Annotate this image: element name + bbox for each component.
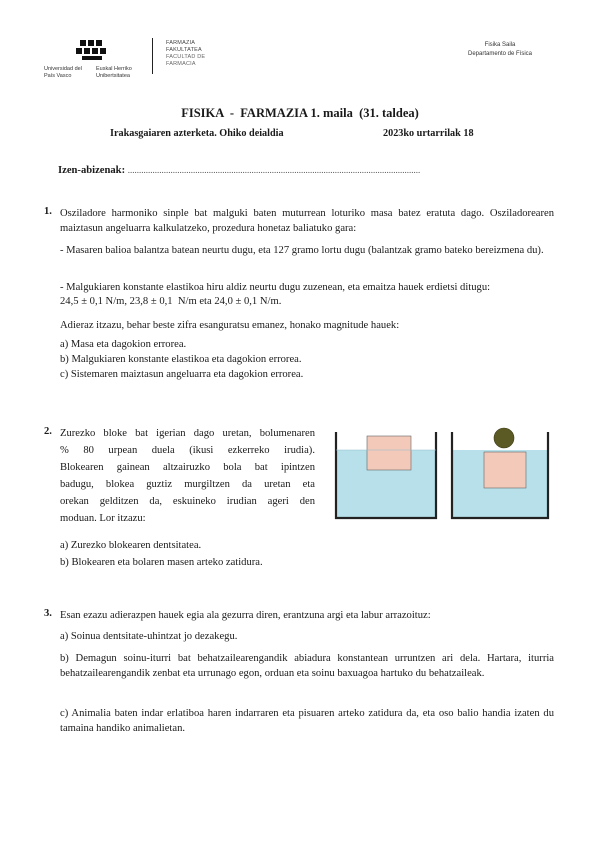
q1-num-text: 1 [44, 206, 50, 217]
question-2-b: b) Blokearen eta bolaren masen arteko zatidura. [60, 557, 263, 568]
question-3-a: a) Soinua dentsitate-uhintzat jo dezakegu. [60, 631, 238, 642]
question-3-b: b) Demagun soinu-iturri bat behatzailearengandik abiadura konstantean urruntzen ari dela. Hartara, iturria behatzailearengandik zenbat eta urrunago egon, orduan eta soinu baxuagoa hartuko du behatzaileak. [60, 653, 554, 679]
q2-line: badugu, blokea guztiz murgiltzen da uretan eta [60, 479, 315, 490]
container-right [452, 428, 548, 518]
ehu-logo [72, 38, 112, 62]
steel-ball [494, 428, 514, 448]
q3-num-text: 3 [44, 608, 50, 619]
question-1-b: b) Malgukiaren konstante elastikoa eta dagokion errorea. [60, 354, 302, 365]
question-1-spring-measure: - Malgukiaren konstante elastikoa hiru aldiz neurtu dugu zuzenean, eta emaitza hauek erdietsi ditugu: [60, 282, 491, 293]
faculty-name-es: FACULTAD DE FARMACIA [166, 54, 206, 67]
department-name-es: Departamento de Física [467, 51, 533, 57]
q2-line: orekan gelditzen da, eskuineko irudian ageri den [60, 496, 315, 507]
exam-subtitle: Irakasgaiaren azterketa. Ohiko deialdia [110, 128, 284, 139]
name-field[interactable] [58, 165, 538, 179]
question-1-mass: - Masaren balioa balantza batean neurtu dugu, eta 127 gramo lortu dugu (balantzak gramo bateko bereizmena du). [60, 245, 544, 256]
question-1-a: a) Masa eta dagokion errorea. [60, 339, 187, 350]
q2-line: Blokearen gainean altzairuzko bola bat ipintzen [60, 462, 315, 473]
q2-line: moduan. Lor itzazu: [60, 513, 146, 524]
q2-num-text: 2 [44, 426, 50, 437]
question-2-text [60, 426, 315, 526]
ehu-logo-text-eu: Euskal Herriko Unibertsitatea [96, 66, 132, 79]
ehu-logo-icon [72, 38, 112, 62]
question-1-ask: Adieraz itzazu, behar beste zifra esanguratsu emanez, honako magnitude hauek: [60, 320, 400, 331]
ehu-logo-text-es: Universidad del País Vasco [44, 66, 82, 79]
name-label: Izen-abizenak: [58, 165, 126, 176]
question-1-intro: Osziladore harmoniko sinple bat malguki baten muturrean loturiko masa batez eratuta dago. Osziladorearen maiztasun angeluarra kalkulatzeko, prozedura honetaz baliatuko gara: [60, 208, 554, 234]
question-3-c: c) Animalia baten indar erlatiboa haren indarraren eta pisuaren arteko zatidura da, eta oso balio handia izaten du tamaina handiko animalietan. [60, 708, 554, 734]
faculty-name-eu: FARMAZIA FAKULTATEA [166, 40, 202, 53]
exam-title: FISIKA - FARMAZIA 1. maila (31. taldea) [181, 106, 419, 120]
exam-date: 2023ko urtarrilak 18 [383, 128, 474, 139]
wood-block-left [367, 436, 411, 470]
question-3-intro: Esan ezazu adierazpen hauek egia ala gezurra diren, erantzuna argi eta labur arrazoituz: [60, 610, 431, 621]
question-2-number: 2. [44, 426, 52, 437]
q2-line: Zurezko bloke bat igerian dago uretan, bolumenaren [60, 428, 315, 439]
header-divider [152, 38, 153, 74]
question-3-number: 3. [44, 608, 52, 619]
float-figure [330, 418, 560, 528]
q2-line: % 80 urpean duela (ikusi ezkerreko irudia). [60, 445, 315, 456]
question-1-spring-values: 24,5 ± 0,1 N/m, 23,8 ± 0,1 N/m eta 24,0 ± 0,1 N/m. [60, 296, 282, 307]
question-1-number: 1. [44, 206, 52, 217]
wood-block-right [484, 452, 526, 488]
question-1-c: c) Sistemaren maiztasun angeluarra eta dagokion errorea. [60, 369, 304, 380]
department-name-eu: Fisika Saila [484, 42, 516, 48]
container-left [336, 432, 436, 518]
question-2-a: a) Zurezko blokearen dentsitatea. [60, 540, 202, 551]
name-dots: .................................................................................................................................. [127, 165, 421, 175]
